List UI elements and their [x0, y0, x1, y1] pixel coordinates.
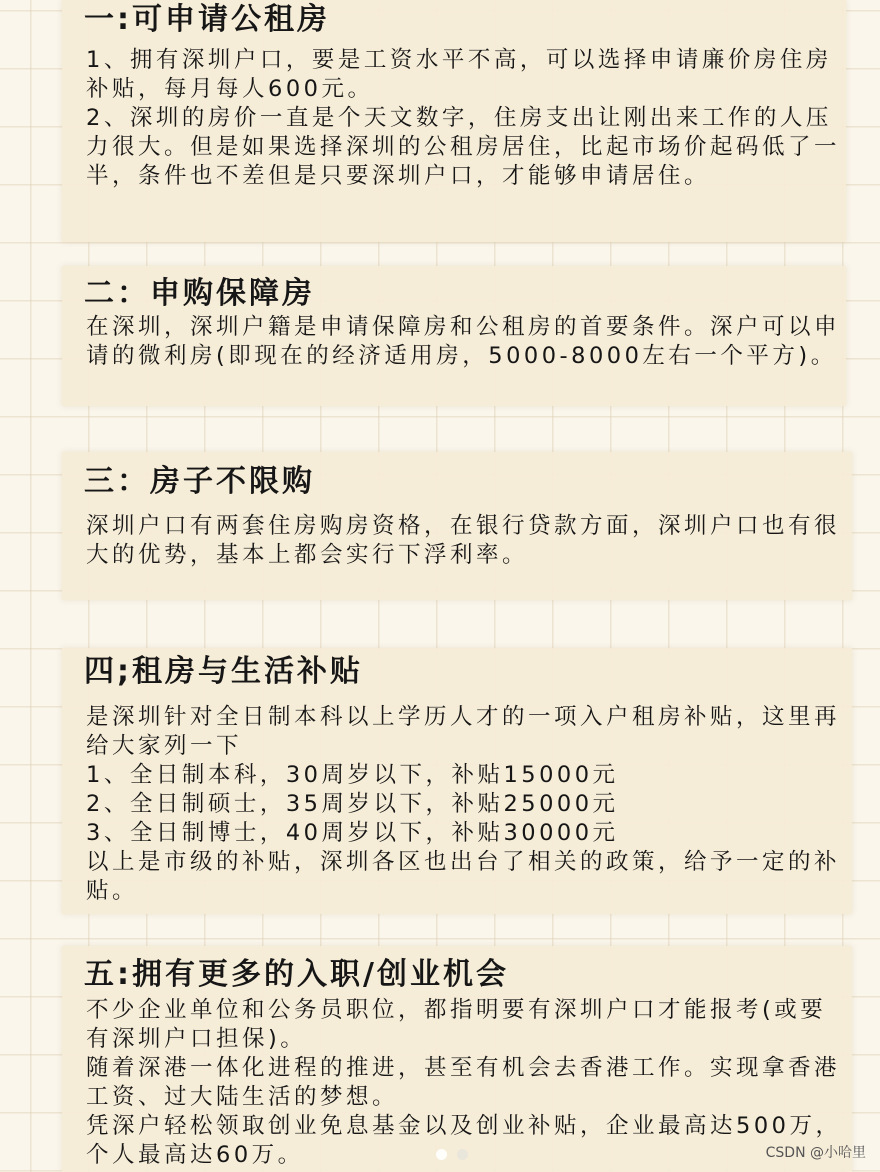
carousel-dot-active[interactable] [436, 1149, 447, 1160]
paragraph: 2、全日制硕士，35周岁以下，补贴25000元 [86, 791, 619, 817]
section-body-2 [86, 313, 846, 371]
paragraph: 在深圳，深圳户籍是申请保障房和公租房的首要条件。深户可以申请的微利房(即现在的经济适用房，5000-8000左右一个平方)。 [86, 314, 841, 369]
section-title-3: 三：房子不限购 [84, 464, 315, 499]
section-body-1 [86, 46, 846, 191]
section-body-4 [86, 703, 846, 906]
carousel-dot[interactable] [457, 1149, 468, 1160]
paragraph: 以上是市级的补贴，深圳各区也出台了相关的政策，给予一定的补贴。 [86, 849, 841, 904]
section-body-3 [86, 512, 846, 570]
section-title-5: 五:拥有更多的入职/创业机会 [84, 957, 509, 992]
section-title-4: 四;租房与生活补贴 [84, 654, 363, 689]
paragraph: 1、全日制本科，30周岁以下，补贴15000元 [86, 762, 619, 788]
paragraph: 随着深港一体化进程的推进，甚至有机会去香港工作。实现拿香港工资、过大陆生活的梦想。 [86, 1055, 841, 1110]
paragraph: 2、深圳的房价一直是个天文数字，住房支出让刚出来工作的人压力很大。但是如果选择深圳的公租房居住，比起市场价起码低了一半，条件也不差但是只要深圳户口，才能够申请居住。 [86, 105, 841, 189]
paragraph: 不少企业单位和公务员职位，都指明要有深圳户口才能报考(或要有深圳户口担保)。 [86, 997, 827, 1052]
paragraph: 深圳户口有两套住房购房资格，在银行贷款方面，深圳户口也有很大的优势，基本上都会实行下浮利率。 [86, 513, 841, 568]
paragraph: 凭深户轻松领取创业免息基金以及创业补贴，企业最高达500万，个人最高达60万。 [86, 1113, 842, 1168]
section-title-1: 一:可申请公租房 [84, 2, 330, 37]
paragraph: 1、拥有深圳户口，要是工资水平不高，可以选择申请廉价房住房补贴，每月每人600元。 [86, 47, 832, 102]
paragraph: 3、全日制博士，40周岁以下，补贴30000元 [86, 820, 619, 846]
watermark: CSDN @小哈里 [765, 1145, 866, 1161]
section-title-2: 二：申购保障房 [84, 276, 315, 311]
paragraph: 是深圳针对全日制本科以上学历人才的一项入户租房补贴，这里再给大家列一下 [86, 704, 841, 759]
carousel-pagination[interactable] [436, 1149, 468, 1160]
section-body-5 [86, 996, 846, 1170]
